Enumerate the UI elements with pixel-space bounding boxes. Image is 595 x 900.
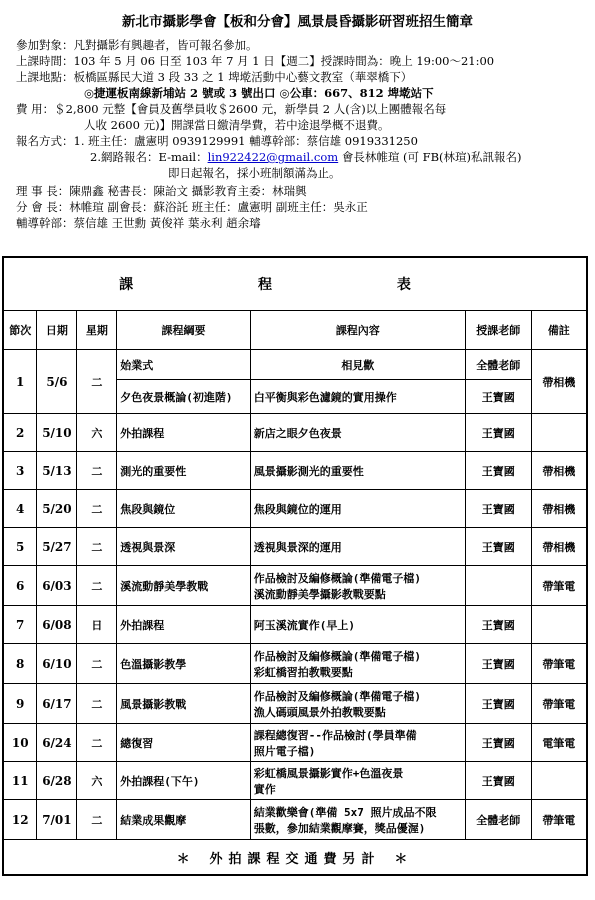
cell-content: 風景攝影測光的重要性 — [250, 452, 465, 490]
cell-outline: 色溫攝影教學 — [117, 644, 250, 684]
cell-outline: 外拍課程(下午) — [117, 762, 250, 800]
cell-date: 6/17 — [37, 684, 77, 724]
table-header-row — [3, 311, 587, 350]
cell-teacher — [465, 566, 531, 606]
table-row — [3, 644, 587, 684]
table-row — [3, 350, 587, 380]
schedule-time-line: 上課時間：103 年 5 月 06 日至 103 年 7 月 1 日【週二】授課時間為：晚上 19:00～21:00 — [16, 54, 495, 68]
table-row — [3, 800, 587, 840]
cell-content: 白平衡與彩色濾鏡的實用操作 — [250, 380, 465, 414]
cell-content: 作品檢討及編修概論(準備電子檔) 漁人碼頭風景外拍教戰要點 — [250, 684, 465, 724]
col-day: 星期 — [77, 311, 117, 350]
table-row — [3, 528, 587, 566]
table-row — [3, 566, 587, 606]
email-note: 會長林帷瑄 (可 FB(林瑄)私訊報名) — [338, 150, 522, 164]
cell-content: 彩虹橋風景攝影實作+色溫夜景 實作 — [250, 762, 465, 800]
cell-teacher: 王寶國 — [465, 380, 531, 414]
cell-teacher: 王寶國 — [465, 684, 531, 724]
col-content: 課程內容 — [250, 311, 465, 350]
location-line: 上課地點：板橋區縣民大道 3 段 33 之 1 埤墘活動中心藝文教室（華翠橋下） — [16, 70, 413, 84]
cell-no: 2 — [3, 414, 37, 452]
cell-date: 6/08 — [37, 606, 77, 644]
col-teacher: 授課老師 — [465, 311, 531, 350]
cell-no: 1 — [3, 350, 37, 414]
target-line: 參加對象：凡對攝影有興趣者，皆可報名參加。 — [16, 38, 258, 52]
cell-outline: 焦段與鏡位 — [117, 490, 250, 528]
cell-note: 電筆電 — [531, 724, 587, 762]
cell-outline: 外拍課程 — [117, 414, 250, 452]
cell-note: 帶筆電 — [531, 566, 587, 606]
cell-date: 6/10 — [37, 644, 77, 684]
cell-teacher: 全體老師 — [465, 800, 531, 840]
register-line: 報名方式：1. 班主任：盧憲明 0939129991 輔導幹部：蔡信雄 0919331250 — [16, 134, 418, 148]
cell-outline: 風景攝影教戰 — [117, 684, 250, 724]
online-register-line — [90, 149, 522, 165]
cell-day: 六 — [77, 762, 117, 800]
cell-no: 8 — [3, 644, 37, 684]
cell-day: 六 — [77, 414, 117, 452]
cell-teacher: 王寶國 — [465, 644, 531, 684]
col-note: 備註 — [531, 311, 587, 350]
cell-teacher: 王寶國 — [465, 490, 531, 528]
cell-no: 9 — [3, 684, 37, 724]
col-outline: 課程綱要 — [117, 311, 250, 350]
cell-note: 帶筆電 — [531, 644, 587, 684]
cell-no: 5 — [3, 528, 37, 566]
col-date: 日期 — [37, 311, 77, 350]
cell-day: 二 — [77, 800, 117, 840]
officers-line-1: 理 事 長：陳鼎鑫 秘書長：陳詒文 攝影教育主委：林瑞興 — [16, 184, 307, 198]
cell-note: 帶筆電 — [531, 800, 587, 840]
cell-outline: 結業成果觀摩 — [117, 800, 250, 840]
cell-no: 10 — [3, 724, 37, 762]
cell-day: 二 — [77, 644, 117, 684]
cell-date: 6/24 — [37, 724, 77, 762]
fee-line: 費 用：＄2,800 元整【會員及舊學員收＄2600 元，新學員 2 人(含)以上團體報名每 — [16, 102, 447, 116]
page-title: 新北市攝影學會【板和分會】風景晨昏攝影研習班招生簡章 — [122, 14, 473, 30]
cell-note: 帶相機 — [531, 528, 587, 566]
cell-content: 作品檢討及編修概論(準備電子檔) 溪流動靜美學攝影教戰要點 — [250, 566, 465, 606]
cell-content: 透視與景深的運用 — [250, 528, 465, 566]
cell-content: 相見歡 — [250, 350, 465, 380]
cell-date: 5/10 — [37, 414, 77, 452]
cell-day: 日 — [77, 606, 117, 644]
cell-teacher: 王寶國 — [465, 414, 531, 452]
table-row — [3, 452, 587, 490]
cell-no: 6 — [3, 566, 37, 606]
schedule-table — [2, 256, 588, 876]
cell-day: 二 — [77, 566, 117, 606]
table-row — [3, 762, 587, 800]
cell-no: 12 — [3, 800, 37, 840]
schedule-title: 課 程 表 — [3, 257, 587, 311]
cell-teacher: 全體老師 — [465, 350, 531, 380]
cell-note: 帶相機 — [531, 350, 587, 414]
cell-note: 帶筆電 — [531, 684, 587, 724]
cell-date: 6/28 — [37, 762, 77, 800]
cell-date: 6/03 — [37, 566, 77, 606]
cell-no: 4 — [3, 490, 37, 528]
table-row — [3, 684, 587, 724]
cell-outline: 溪流動靜美學教戰 — [117, 566, 250, 606]
cell-content: 作品檢討及編修概論(準備電子檔) 彩虹橋習拍教戰要點 — [250, 644, 465, 684]
cell-teacher: 王寶國 — [465, 762, 531, 800]
cell-day: 二 — [77, 350, 117, 414]
register-note: 即日起報名，採小班制額滿為止。 — [168, 166, 341, 180]
fee-line-2: 人收 2600 元)】開課當日繳清學費，若中途退學概不退費。 — [84, 118, 390, 132]
cell-content: 課程總復習--作品檢討(學員準備 照片電子檔) — [250, 724, 465, 762]
cell-outline: 外拍課程 — [117, 606, 250, 644]
cell-outline: 透視與景深 — [117, 528, 250, 566]
cell-note: 帶相機 — [531, 452, 587, 490]
table-row — [3, 414, 587, 452]
officers-line-2: 分 會 長：林帷瑄 副會長：蘇浴託 班主任：盧憲明 副班主任：吳永正 — [16, 200, 368, 214]
cell-no: 7 — [3, 606, 37, 644]
email-link[interactable]: lin922422@gmail.com — [207, 150, 339, 164]
col-no: 節次 — [3, 311, 37, 350]
cell-date: 5/27 — [37, 528, 77, 566]
table-row — [3, 724, 587, 762]
cell-content: 新店之眼夕色夜景 — [250, 414, 465, 452]
cell-content: 結業歡樂會(準備 5x7 照片成品不限 張數，參加結業觀摩賽，獎品優渥) — [250, 800, 465, 840]
cell-day: 二 — [77, 452, 117, 490]
cell-outline: 測光的重要性 — [117, 452, 250, 490]
transport-line: ◎捷運板南線新埔站 2 號或 3 號出口 ◎公車：667、812 埤墘站下 — [84, 86, 434, 100]
cell-note — [531, 606, 587, 644]
cell-note — [531, 762, 587, 800]
cell-no: 11 — [3, 762, 37, 800]
table-row — [3, 606, 587, 644]
cell-teacher: 王寶國 — [465, 724, 531, 762]
cell-note — [531, 414, 587, 452]
cell-date: 5/20 — [37, 490, 77, 528]
cell-no: 3 — [3, 452, 37, 490]
cell-day: 二 — [77, 490, 117, 528]
table-body — [3, 350, 587, 840]
officers-line-3: 輔導幹部：蔡信雄 王世勳 黃俊祥 葉永利 趙余璿 — [16, 216, 261, 230]
cell-date: 5/6 — [37, 350, 77, 414]
cell-note: 帶相機 — [531, 490, 587, 528]
cell-content: 焦段與鏡位的運用 — [250, 490, 465, 528]
table-row — [3, 490, 587, 528]
cell-outline: 夕色夜景概論(初進階) — [117, 380, 250, 414]
cell-outline: 始業式 — [117, 350, 250, 380]
email-label: 2.網路報名：E-mail： — [90, 150, 208, 164]
cell-day: 二 — [77, 684, 117, 724]
cell-date: 7/01 — [37, 800, 77, 840]
cell-day: 二 — [77, 724, 117, 762]
cell-teacher: 王寶國 — [465, 606, 531, 644]
schedule-footer: ＊ 外拍課程交通費另計 ＊ — [3, 840, 587, 876]
cell-outline: 總復習 — [117, 724, 250, 762]
cell-day: 二 — [77, 528, 117, 566]
cell-teacher: 王寶國 — [465, 452, 531, 490]
cell-teacher: 王寶國 — [465, 528, 531, 566]
cell-date: 5/13 — [37, 452, 77, 490]
cell-content: 阿玉溪流實作(早上) — [250, 606, 465, 644]
